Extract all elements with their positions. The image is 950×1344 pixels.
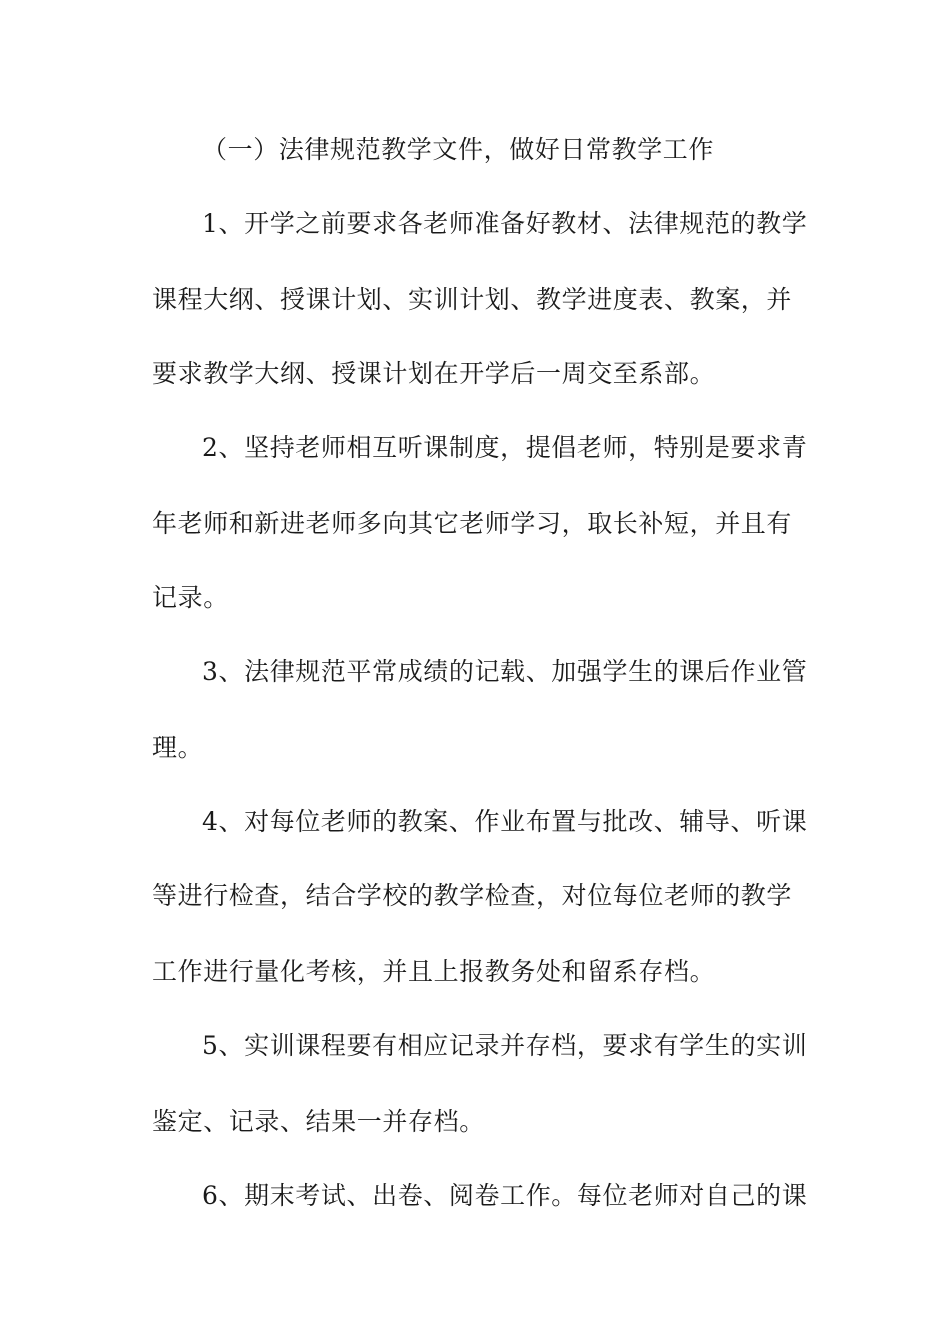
paragraph-6-line-1: 6、期末考试、出卷、阅卷工作。每位老师对自己的课 [202, 1181, 808, 1210]
paragraph-2-line-3: 记录。 [152, 583, 229, 612]
paragraph-1-line-2: 课程大纲、授课计划、实训计划、教学进度表、教案，并 [152, 285, 793, 314]
paragraph-4-line-3: 工作进行量化考核，并且上报教务处和留系存档。 [152, 957, 716, 986]
paragraph-2-line-2: 年老师和新进老师多向其它老师学习，取长补短，并且有 [152, 509, 793, 538]
paragraph-4-line-2: 等进行检查，结合学校的教学检查，对位每位老师的教学 [152, 881, 793, 910]
paragraph-5-line-1: 5、实训课程要有相应记录并存档，要求有学生的实训 [202, 1031, 808, 1060]
paragraph-3-line-1: 3、法律规范平常成绩的记载、加强学生的课后作业管 [202, 657, 808, 686]
section-heading: （一）法律规范教学文件，做好日常教学工作 [202, 135, 715, 164]
paragraph-2-line-1: 2、坚持老师相互听课制度，提倡老师，特别是要求青 [202, 433, 808, 462]
paragraph-5-line-2: 鉴定、记录、结果一并存档。 [152, 1107, 485, 1136]
paragraph-3-line-2: 理。 [152, 733, 204, 762]
paragraph-4-line-1: 4、对每位老师的教案、作业布置与批改、辅导、听课 [202, 807, 808, 836]
paragraph-1-line-1: 1、开学之前要求各老师准备好教材、法律规范的教学 [202, 209, 808, 238]
paragraph-1-line-3: 要求教学大纲、授课计划在开学后一周交至系部。 [152, 359, 716, 388]
